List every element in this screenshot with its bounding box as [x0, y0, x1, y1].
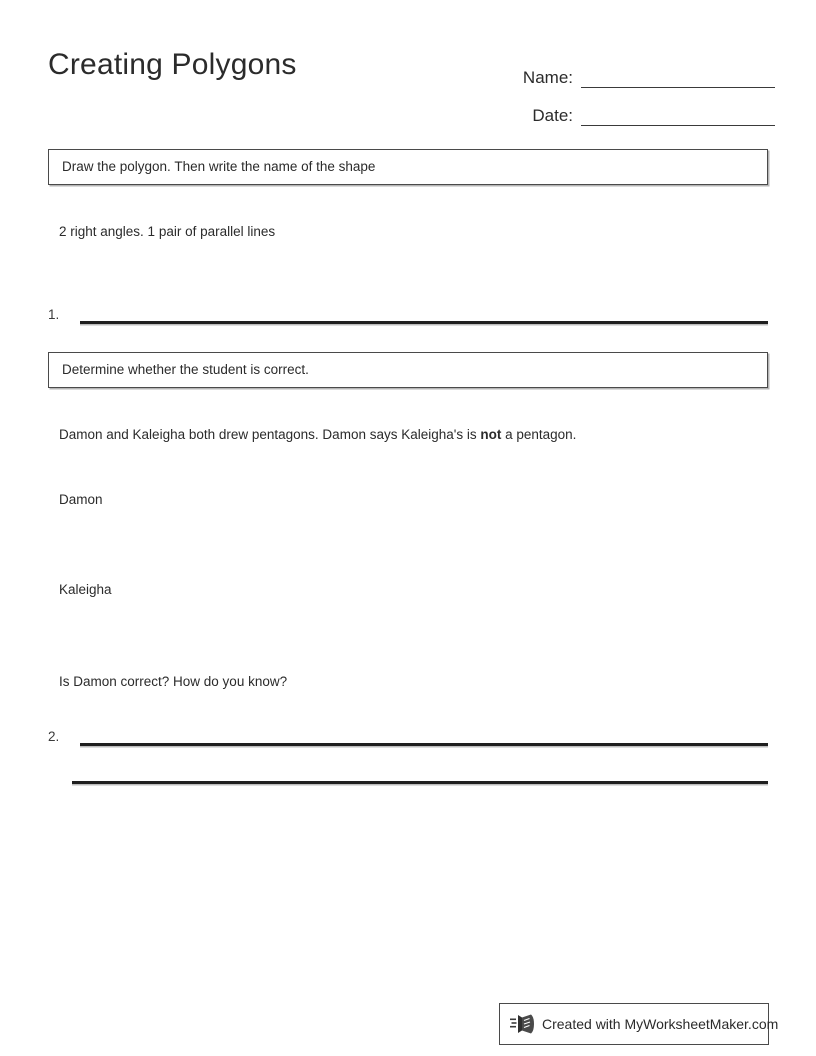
prompt-text-1: 2 right angles. 1 pair of parallel lines	[59, 224, 276, 239]
footer-credit-text: Created with MyWorksheetMaker.com	[542, 1016, 779, 1032]
answer-row-1	[48, 305, 768, 327]
answer-line-2a[interactable]	[80, 743, 768, 746]
question-number-2: 2.	[48, 729, 60, 744]
answer-line-2b[interactable]	[72, 781, 768, 784]
follow-up-question: Is Damon correct? How do you know?	[59, 674, 288, 689]
page-title: Creating Polygons	[48, 48, 297, 81]
answer-line-1[interactable]	[80, 321, 768, 324]
answer-row-2-cont	[48, 765, 768, 787]
worksheet-header	[0, 0, 816, 135]
instruction-text-2: Determine whether the student is correct.	[62, 361, 309, 377]
name-input-line[interactable]	[581, 67, 775, 88]
name-row	[505, 50, 775, 88]
statement-part-one: Damon and Kaleigha both drew pentagons. Damon says Kaleigha's is	[59, 427, 481, 442]
answer-row-2	[48, 727, 768, 749]
date-row	[505, 88, 775, 126]
student-one-label: Damon	[59, 492, 103, 507]
date-input-line[interactable]	[581, 105, 775, 126]
name-label: Name:	[522, 68, 573, 87]
myworksheetmaker-logo-icon	[510, 1012, 536, 1036]
name-date-block	[505, 50, 775, 126]
instruction-text-1: Draw the polygon. Then write the name of the shape	[62, 158, 376, 174]
student-two-label: Kaleigha	[59, 582, 112, 597]
statement-emphasis: not	[480, 427, 502, 442]
student-statement	[59, 426, 576, 444]
question-number-1: 1.	[48, 307, 60, 322]
statement-part-two: a pentagon.	[501, 427, 577, 442]
instruction-box-2	[48, 352, 768, 388]
instruction-box-1	[48, 149, 768, 185]
footer-credit-badge	[499, 1003, 779, 1045]
date-label: Date:	[532, 106, 573, 125]
